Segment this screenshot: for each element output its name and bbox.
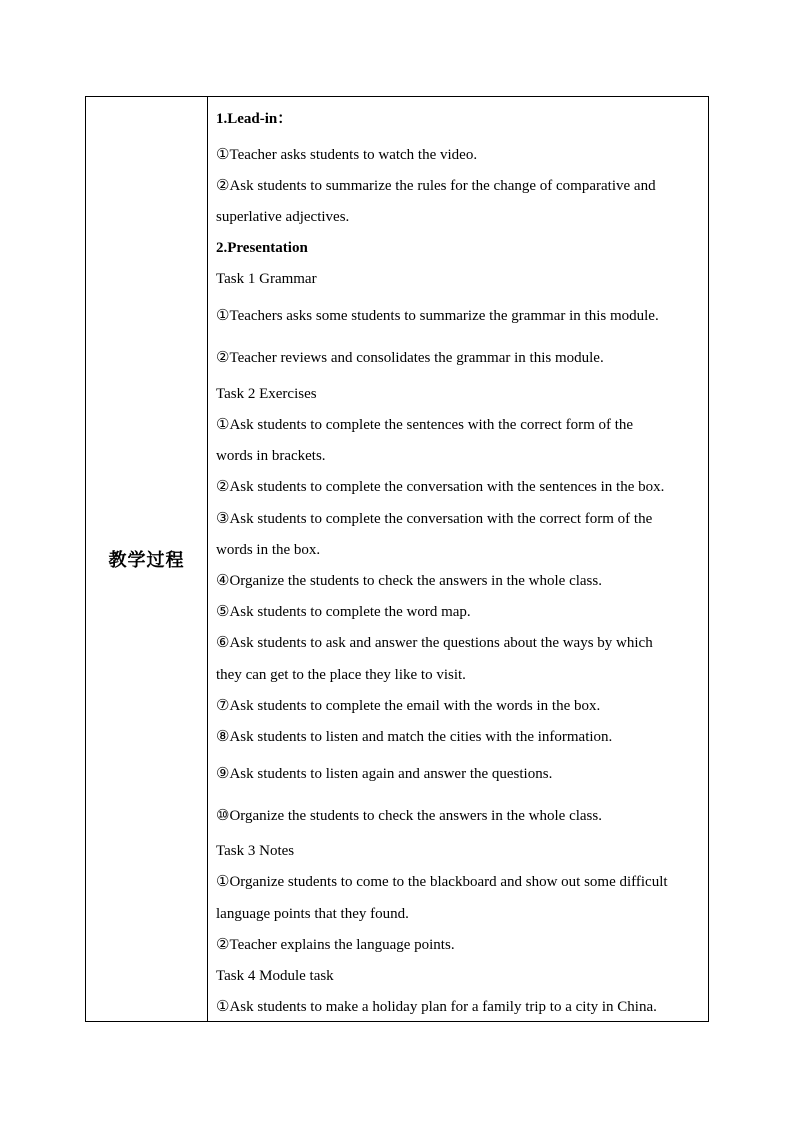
content-cell bbox=[208, 97, 709, 1022]
procedure-content bbox=[208, 97, 708, 1021]
row-label-cell bbox=[86, 97, 208, 1022]
content-line: superlative adjectives. bbox=[216, 209, 350, 225]
content-line: words in the box. bbox=[216, 542, 321, 558]
lesson-table bbox=[85, 96, 709, 1022]
content-line: ②Teacher reviews and consolidates the grammar in this module. bbox=[216, 350, 604, 366]
content-line: ⑨Ask students to listen again and answer the questions. bbox=[216, 766, 553, 782]
content-line: Task 1 Grammar bbox=[216, 271, 317, 287]
content-line: 1.Lead-in： bbox=[216, 111, 293, 127]
content-line: words in brackets. bbox=[216, 448, 326, 464]
content-line: ②Teacher explains the language points. bbox=[216, 937, 455, 953]
content-line: ②Ask students to complete the conversation with the sentences in the box. bbox=[216, 479, 665, 495]
content-line: ①Ask students to complete the sentences with the correct form of the bbox=[216, 417, 634, 433]
content-line: 2.Presentation bbox=[216, 240, 308, 256]
content-line: ①Teachers asks some students to summarize the grammar in this module. bbox=[216, 308, 659, 324]
content-line: ⑩Organize the students to check the answers in the whole class. bbox=[216, 808, 602, 824]
content-line: ⑤Ask students to complete the word map. bbox=[216, 604, 471, 620]
row-label: 教学过程 bbox=[108, 550, 185, 571]
content-line: ④Organize the students to check the answers in the whole class. bbox=[216, 573, 602, 589]
content-line: ②Ask students to summarize the rules for the change of comparative and bbox=[216, 178, 656, 194]
content-line: Task 3 Notes bbox=[216, 843, 295, 859]
content-line: ①Organize students to come to the blackboard and show out some difficult bbox=[216, 874, 668, 890]
table-row bbox=[86, 97, 709, 1022]
content-line: Task 2 Exercises bbox=[216, 386, 317, 402]
content-line: ③Ask students to complete the conversation with the correct form of the bbox=[216, 511, 653, 527]
content-line: ⑧Ask students to listen and match the cities with the information. bbox=[216, 729, 613, 745]
content-line: ⑥Ask students to ask and answer the questions about the ways by which bbox=[216, 635, 653, 651]
content-line: language points that they found. bbox=[216, 906, 409, 922]
content-line: ⑦Ask students to complete the email with the words in the box. bbox=[216, 698, 601, 714]
content-line: ①Ask students to make a holiday plan for a family trip to a city in China. bbox=[216, 999, 657, 1015]
content-line: Task 4 Module task bbox=[216, 968, 334, 984]
content-line: ①Teacher asks students to watch the video. bbox=[216, 147, 478, 163]
content-line: they can get to the place they like to visit. bbox=[216, 667, 466, 683]
